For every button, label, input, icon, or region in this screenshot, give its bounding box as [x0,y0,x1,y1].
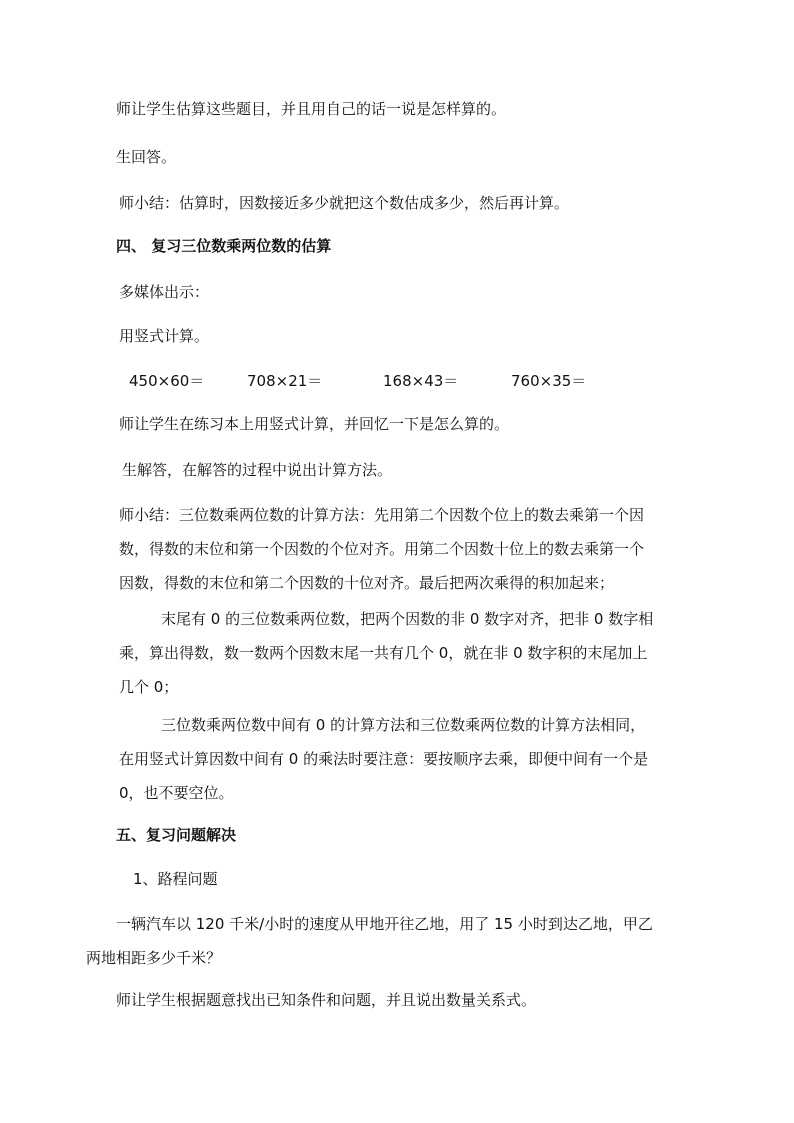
sub-heading-distance: 1、路程问题 [133,870,218,888]
paragraph-trailing-zero [119,609,653,711]
section-heading-five: 五、复习问题解决 [116,826,237,844]
paragraph-line: 数，得数的末位和第一个因数的个位对齐。用第二个因数十位上的数去乘第一个 [119,540,645,558]
paragraph-problem [86,914,653,982]
paragraph-line: 师小结：三位数乘两位数的计算方法：先用第二个因数个位上的数去乘第一个因 [119,506,645,524]
paragraph-line: 一辆汽车以 120 千米/小时的速度从甲地开往乙地，用了 15 小时到达乙地，甲乙 [116,915,653,933]
paragraph-calc-method [119,505,644,607]
paragraph-line: 在用竖式计算因数中间有 0 的乘法时要注意：要按顺序去乘，即便中间有一个是 [119,750,649,768]
paragraph-student-answer: 生回答。 [116,148,177,166]
paragraph-teacher-summary-estimate: 师小结：估算时，因数接近多少就把这个数估成多少，然后再计算。 [119,194,570,212]
paragraph-middle-zero [119,715,648,817]
paragraph-vertical-calc: 用竖式计算。 [119,327,210,345]
paragraph-student-solve: 生解答，在解答的过程中说出计算方法。 [122,461,393,479]
paragraph-line: 末尾有 0 的三位数乘两位数，把两个因数的非 0 数字对齐，把非 0 数字相 [161,610,654,628]
paragraph-find-conditions: 师让学生根据题意找出已知条件和问题，并且说出数量关系式。 [116,991,537,1009]
calculation-item: 450×60＝ [129,372,205,390]
paragraph-multimedia: 多媒体出示： [119,283,210,301]
paragraph-line: 三位数乘两位数中间有 0 的计算方法和三位数乘两位数的计算方法相同， [161,716,646,734]
paragraph-teacher-estimate: 师让学生估算这些题目，并且用自己的话一说是怎样算的。 [116,100,507,118]
paragraph-line: 几个 0； [119,678,179,696]
paragraph-line: 因数，得数的末位和第二个因数的十位对齐。最后把两次乘得的积加起来； [119,574,615,592]
paragraph-line: 0，也不要空位。 [119,784,234,802]
calculation-item: 760×35＝ [511,372,587,390]
paragraph-line: 两地相距多少千米？ [86,949,222,967]
paragraph-teacher-practice: 师让学生在练习本上用竖式计算，并回忆一下是怎么算的。 [119,415,510,433]
paragraph-line: 乘，算出得数，数一数两个因数末尾一共有几个 0，就在非 0 数字积的末尾加上 [119,644,648,662]
calculation-item: 168×43＝ [383,372,459,390]
section-heading-four: 四、 复习三位数乘两位数的估算 [116,237,332,255]
calculation-item: 708×21＝ [247,372,323,390]
